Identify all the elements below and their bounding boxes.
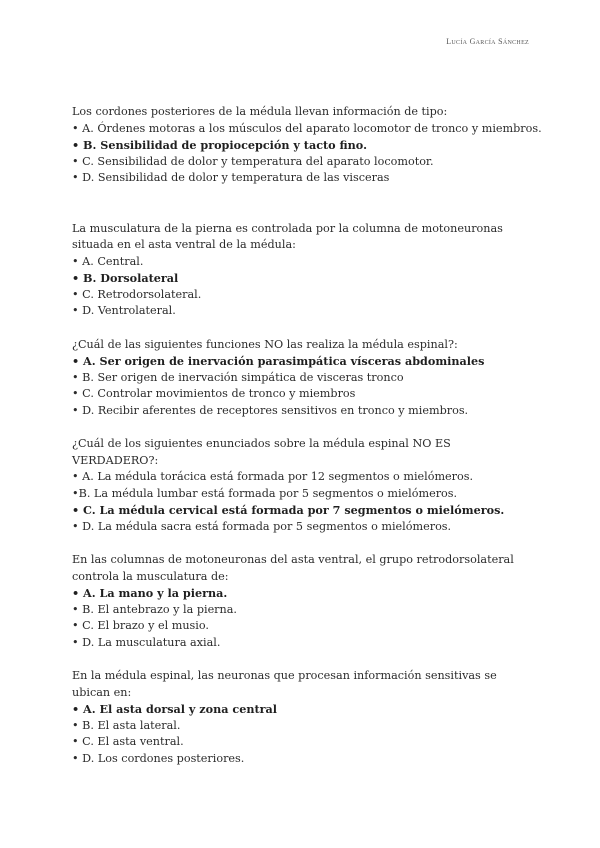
option-b-correct: • B. Sensibilidad de propiocepción y tacto fino. <box>72 138 367 152</box>
option-c-correct: • C. La médula cervical está formada por 7 segmentos o mielómeros. <box>72 503 505 517</box>
option-c: • C. Controlar movimientos de tronco y miembros <box>72 387 356 400</box>
option-d: • D. Recibir aferentes de receptores sensitivos en tronco y miembros. <box>72 403 469 417</box>
option-a-correct: • A. La mano y la pierna. <box>72 586 228 600</box>
question-list <box>72 104 542 784</box>
option-b-correct: • B. Dorsolateral <box>72 271 179 285</box>
question-2 <box>72 221 534 320</box>
option-b: • B. El asta lateral. <box>72 718 181 732</box>
option-b: • B. El antebrazo y la pierna. <box>72 602 237 616</box>
option-c: • C. El asta ventral. <box>72 735 184 748</box>
option-a: • A. Central. <box>72 254 144 268</box>
question-3 <box>72 337 534 420</box>
question-1 <box>72 104 542 187</box>
option-b: •B. La médula lumbar está formada por 5 segmentos o mielómeros. <box>72 486 458 500</box>
question-text: ¿Cuál de las siguientes funciones NO las realiza la médula espinal?: <box>72 337 458 351</box>
question-text: En las columnas de motoneuronas del asta ventral, el grupo retrodorsolateral controla la musculatura de: <box>72 553 514 583</box>
question-text: Los cordones posteriores de la médula llevan información de tipo: <box>72 105 448 118</box>
option-a: • A. Órdenes motoras a los músculos del aparato locomotor de tronco y miembros. <box>72 121 542 135</box>
option-c: • C. El brazo y el musio. <box>72 619 209 632</box>
page-header-author: Lucía García Sánchez <box>446 37 529 46</box>
question-5 <box>72 552 534 651</box>
option-b: • B. Ser origen de inervación simpática de visceras tronco <box>72 370 404 384</box>
option-a: • A. La médula torácica está formada por 12 segmentos o mielómeros. <box>72 470 474 483</box>
option-d: • D. Sensibilidad de dolor y temperatura de las visceras <box>72 171 390 184</box>
question-text: En la médula espinal, las neuronas que procesan información sensitivas se ubican en: <box>72 669 497 699</box>
question-text: ¿Cuál de los siguientes enunciados sobre la médula espinal NO ES VERDADERO?: <box>72 437 451 467</box>
option-c: • C. Retrodorsolateral. <box>72 287 202 301</box>
question-text: La musculatura de la pierna es controlada por la columna de motoneuronas situada en el asta ventral de la médula: <box>72 221 503 251</box>
option-a-correct: • A. El asta dorsal y zona central <box>72 702 278 716</box>
option-d: • D. La médula sacra está formada por 5 segmentos o mielómeros. <box>72 519 452 533</box>
question-4 <box>72 436 534 535</box>
question-6 <box>72 668 534 767</box>
option-c: • C. Sensibilidad de dolor y temperatura del aparato locomotor. <box>72 154 434 168</box>
option-d: • D. Ventrolateral. <box>72 304 176 317</box>
option-a-correct: • A. Ser origen de inervación parasimpática vísceras abdominales <box>72 354 485 368</box>
option-d: • D. Los cordones posteriores. <box>72 751 245 765</box>
option-d: • D. La musculatura axial. <box>72 635 221 649</box>
